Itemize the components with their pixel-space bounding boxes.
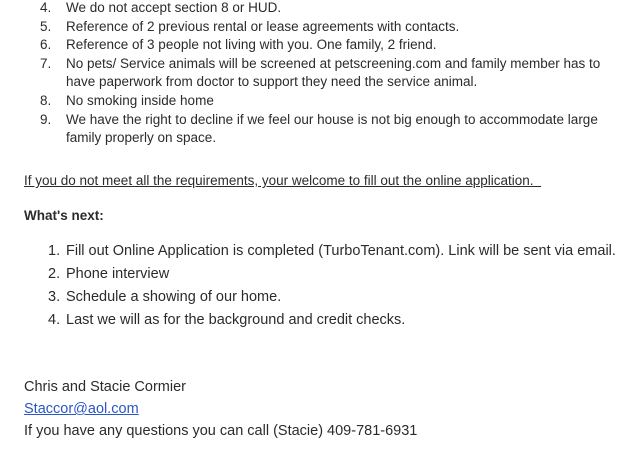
signature-block xyxy=(24,376,417,442)
requirement-item xyxy=(40,0,630,18)
requirement-text: No pets/ Service animals will be screened at petscreening.com and family member has to have paperwork from doctor to support they need the service animal. xyxy=(66,55,601,90)
requirement-number: 4. xyxy=(40,0,52,15)
next-step-item xyxy=(48,309,618,331)
step-number: 2. xyxy=(48,266,61,282)
whats-next-heading: What's next: xyxy=(24,208,104,223)
contact-line: If you have any questions you can call (Stacie) 409-781-6931 xyxy=(24,423,418,439)
step-number: 3. xyxy=(48,289,61,305)
requirement-number: 9. xyxy=(40,111,52,127)
requirement-number: 6. xyxy=(40,37,52,53)
requirement-text: We do not accept section 8 or HUD. xyxy=(66,0,282,15)
requirements-notice: If you do not meet all the requirements, your welcome to fill out the online application. xyxy=(24,173,542,188)
requirement-item xyxy=(40,55,630,92)
requirement-text: No smoking inside home xyxy=(66,92,214,108)
next-step-item xyxy=(48,240,618,262)
step-number: 4. xyxy=(48,312,61,328)
email-link[interactable]: Staccor@aol.com xyxy=(24,401,139,417)
step-text: Last we will as for the background and credit checks. xyxy=(66,312,406,328)
requirement-text: We have the right to decline if we feel our house is not big enough to accommodate large family properly on space. xyxy=(66,111,598,146)
step-text: Schedule a showing of our home. xyxy=(66,289,282,305)
requirement-item xyxy=(40,92,630,111)
requirement-text: Reference of 2 previous rental or lease agreements with contacts. xyxy=(66,18,460,34)
next-step-item xyxy=(48,263,618,285)
requirement-text: Reference of 3 people not living with you. One family, 2 friend. xyxy=(66,37,437,53)
requirement-item xyxy=(40,111,630,148)
requirement-number: 7. xyxy=(40,55,52,71)
requirement-item xyxy=(40,18,630,37)
requirements-list xyxy=(40,0,630,148)
step-text: Phone interview xyxy=(66,266,170,282)
next-step-item xyxy=(48,286,618,308)
next-steps-list xyxy=(48,240,618,332)
requirement-item xyxy=(40,36,630,55)
requirement-number: 8. xyxy=(40,92,52,108)
signature-names: Chris and Stacie Cormier xyxy=(24,379,186,395)
requirement-number: 5. xyxy=(40,18,52,34)
step-text: Fill out Online Application is completed (TurboTenant.com). Link will be sent via email. xyxy=(66,243,616,259)
step-number: 1. xyxy=(48,243,61,259)
